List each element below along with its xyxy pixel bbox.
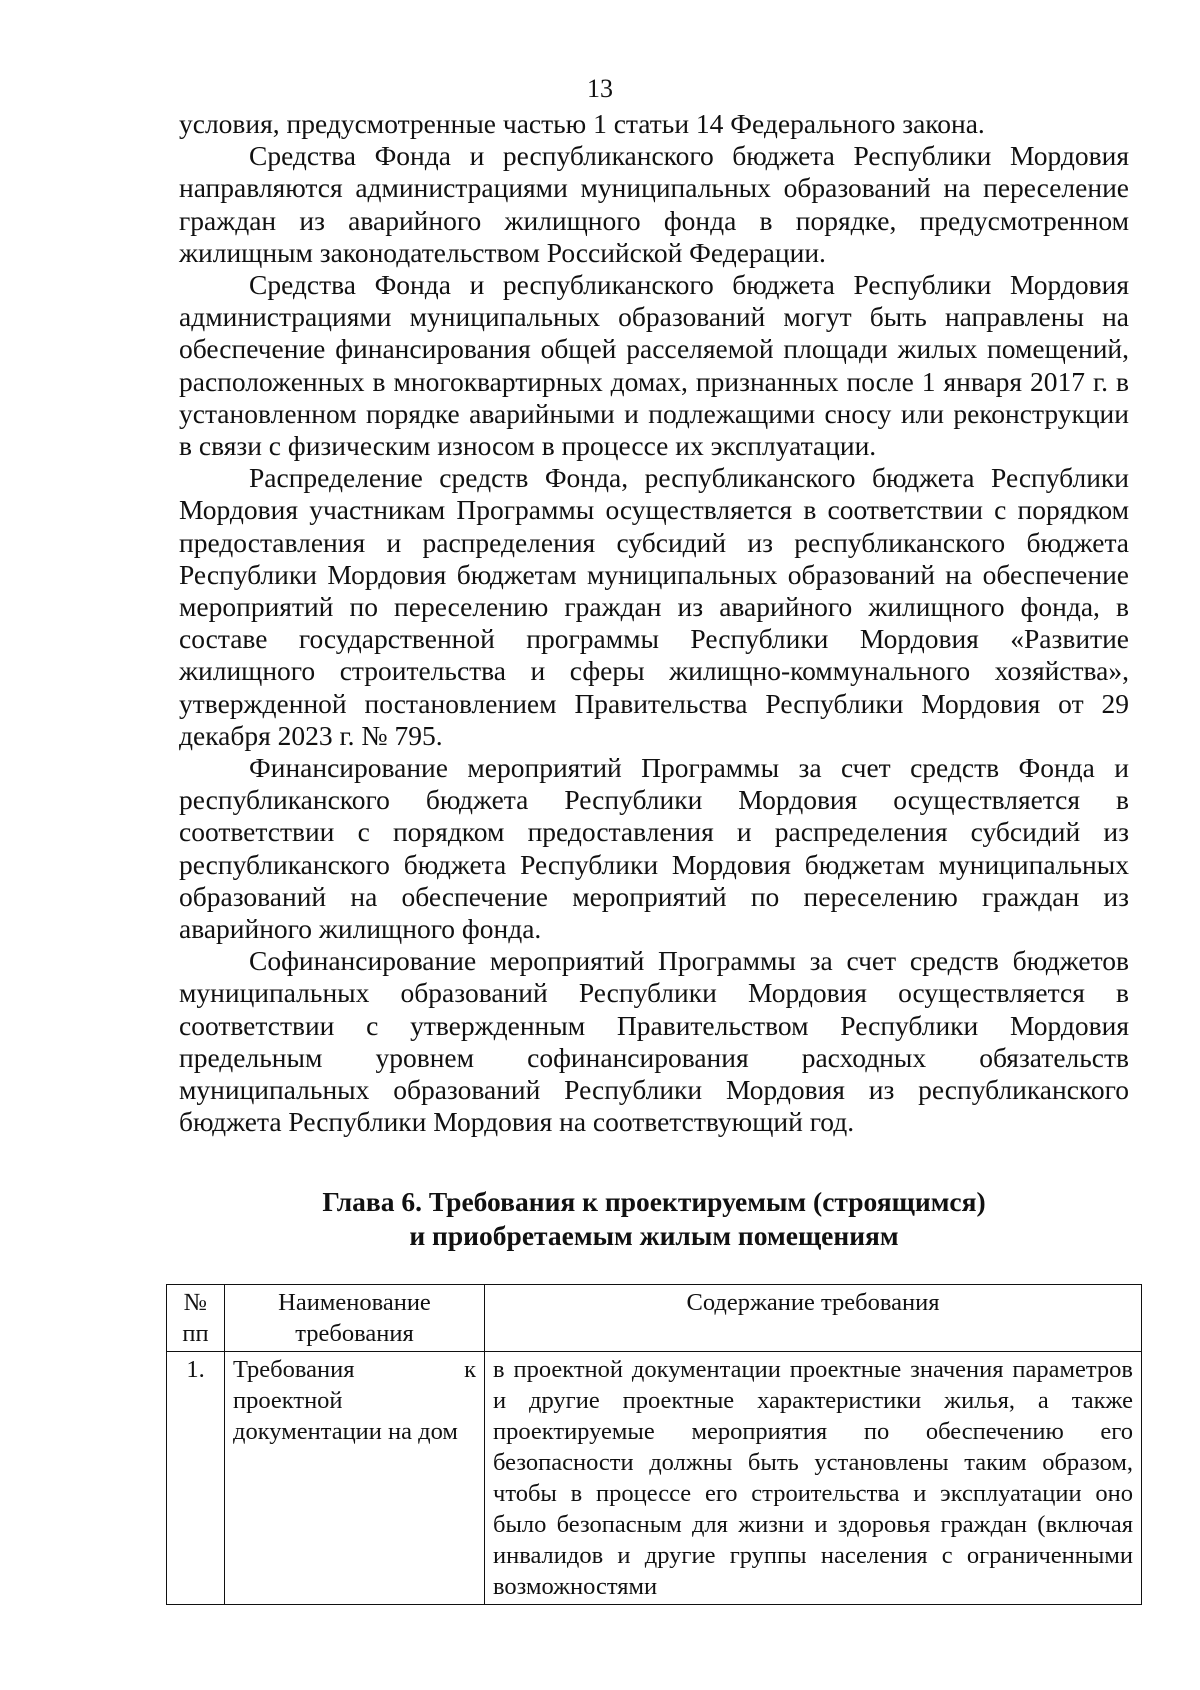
header-name: Наименование требования	[225, 1285, 485, 1352]
paragraph-4: Распределение средств Фонда, республиканского бюджета Республики Мордовия участникам Программы осуществляется в соответствии с порядком предоставления и распределения субсидий из республиканского бюджета Республики Мордовия бюджетам муниципальных образований на обеспечение мероприятий по переселению граждан из аварийного жилищного фонда, в составе государственной программы Республики Мордовия «Развитие жилищного строительства и сферы жилищно-коммунального хозяйства», утвержденной постановлением Правительства Республики Мордовия от 29 декабря 2023 г. № 795.	[179, 462, 1129, 751]
paragraph-1: условия, предусмотренные частью 1 статьи 14 Федерального закона.	[179, 108, 985, 139]
chapter-title-line-1: Глава 6. Требования к проектируемым (строящимся)	[322, 1186, 986, 1217]
row-num: 1.	[167, 1352, 225, 1605]
requirements-table	[166, 1284, 1142, 1605]
paragraph-5: Финансирование мероприятий Программы за счет средств Фонда и республиканского бюджета Республики Мордовия осуществляется в соответствии с порядком предоставления и распределения субсидий из республиканского бюджета Республики Мордовия бюджетам муниципальных образований на обеспечение мероприятий по переселению граждан из аварийного жилищного фонда.	[179, 752, 1129, 945]
paragraph-3: Средства Фонда и республиканского бюджета Республики Мордовия администрациями муниципальных образований могут быть направлены на обеспечение финансирования общей расселяемой площади жилых помещений, расположенных в многоквартирных домах, признанных после 1 января 2017 г. в установленном порядке аварийными и подлежащими сносу или реконструкции в связи с физическим износом в процессе их эксплуатации.	[179, 269, 1129, 462]
paragraph-6: Софинансирование мероприятий Программы за счет средств бюджетов муниципальных образований Республики Мордовия осуществляется в соответствии с утвержденным Правительством Республики Мордовия предельным уровнем софинансирования расходных обязательств муниципальных образований Республики Мордовия из республиканского бюджета Республики Мордовия на соответствующий год.	[179, 945, 1129, 1138]
header-content: Содержание требования	[485, 1285, 1142, 1352]
row-content: в проектной документации проектные значения параметров и другие проектные характеристики жилья, а также проектируемые мероприятия по обеспечению его безопасности должны быть установлены таким образом, чтобы в процессе его строительства и эксплуатации оно было безопасным для жизни и здоровья граждан (включая инвалидов и другие группы населения с ограниченными возможностями	[485, 1352, 1142, 1605]
chapter-title	[179, 1185, 1129, 1253]
body-text	[179, 108, 1129, 1139]
header-num: № пп	[167, 1285, 225, 1352]
table-row	[167, 1352, 1142, 1605]
paragraph-2: Средства Фонда и республиканского бюджета Республики Мордовия направляются администрациями муниципальных образований на переселение граждан из аварийного жилищного фонда в порядке, предусмотренном жилищным законодательством Российской Федерации.	[179, 140, 1129, 268]
chapter-title-line-2: и приобретаемым жилым помещениям	[409, 1220, 899, 1251]
page-number: 13	[587, 74, 613, 103]
table-header-row	[167, 1285, 1142, 1352]
row-name: Требования к проектной документации на дом	[225, 1352, 485, 1605]
